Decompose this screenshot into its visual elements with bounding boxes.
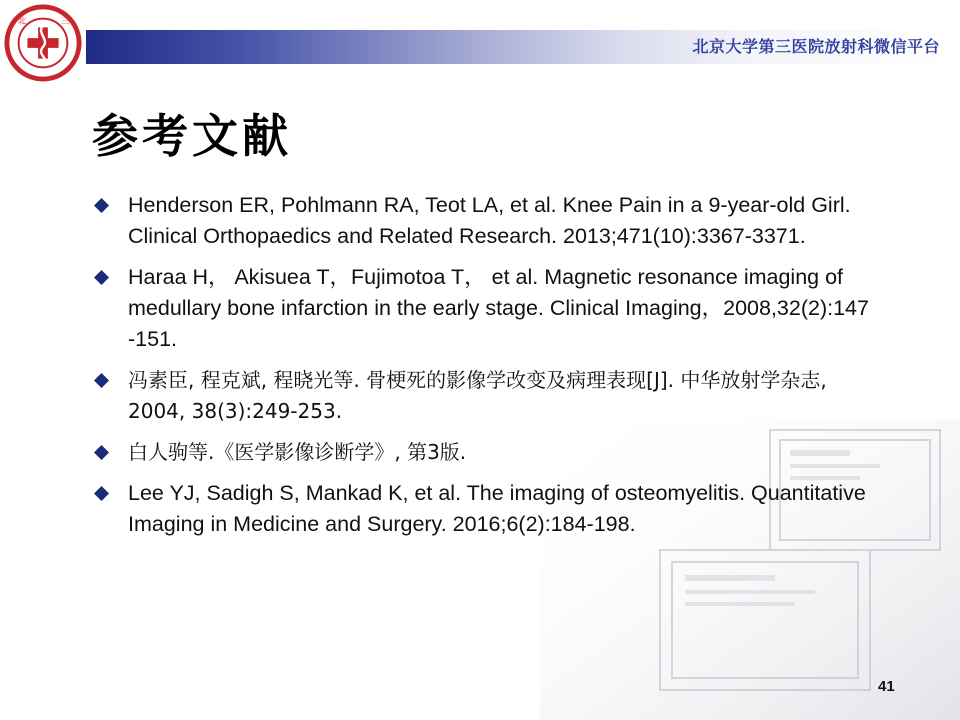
hospital-logo-icon (4, 4, 82, 82)
diamond-bullet-icon (94, 486, 109, 501)
reference-text: 白人驹等.《医学影像诊断学》, 第3版. (128, 440, 467, 464)
diamond-bullet-icon (94, 198, 109, 213)
platform-name: 北京大学第三医院放射科微信平台 (692, 37, 940, 56)
reference-text: Lee YJ, Sadigh S, Mankad K, et al. The imaging of osteomyelitis. Quantitative Imaging in Medicine and Surgery. 2016;6(2):184-198. (128, 481, 866, 536)
svg-text:三: 三 (60, 16, 70, 27)
list-item (90, 437, 890, 468)
list-item (90, 190, 890, 252)
list-item (90, 262, 890, 355)
reference-text: Haraa H， Akisuea T，Fujimotoa T， et al. Magnetic resonance imaging of medullary bone infarction in the early stage. Clinical Imaging，2008,32(2):147 -151. (128, 265, 869, 351)
reference-text: 冯素臣, 程克斌, 程晓光等. 骨梗死的影像学改变及病理表现[J]. 中华放射学杂志, 2004, 38(3):249-253. (128, 368, 827, 423)
list-item (90, 478, 890, 540)
reference-text: Henderson ER, Pohlmann RA, Teot LA, et al. Knee Pain in a 9-year-old Girl. Clinical Orthopaedics and Related Research. 2013;471(10):3367-3371. (128, 193, 851, 248)
list-item (90, 365, 890, 427)
diamond-bullet-icon (94, 373, 109, 388)
svg-text:北: 北 (17, 16, 27, 27)
diamond-bullet-icon (94, 270, 109, 285)
reference-list (90, 190, 890, 550)
page-number: 41 (878, 678, 895, 695)
diamond-bullet-icon (94, 445, 109, 460)
slide-title: 参考文献 (92, 109, 292, 163)
